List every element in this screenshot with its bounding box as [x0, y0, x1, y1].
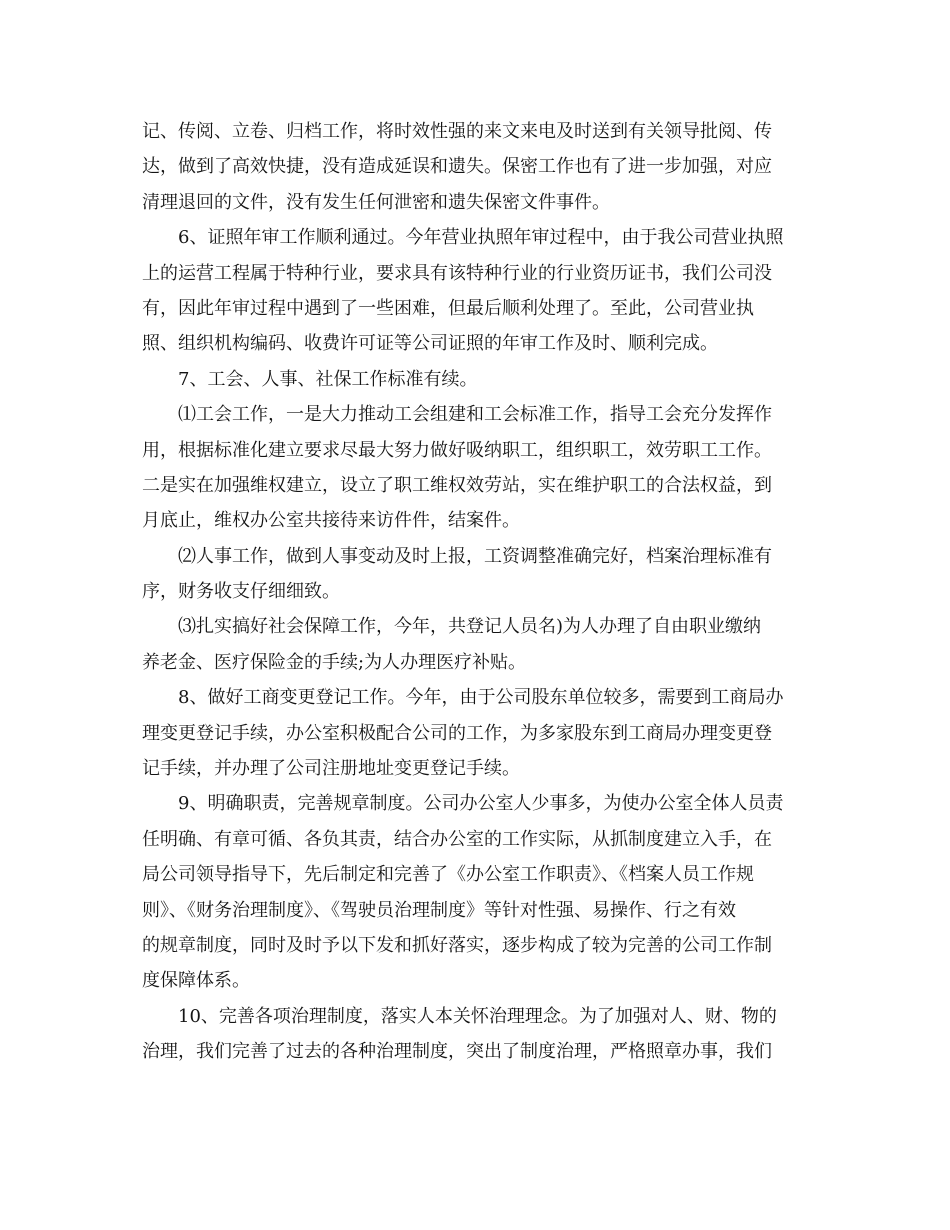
paragraph-first-line: 10、完善各项治理制度，落实人本关怀治理理念。为了加强对人、财、物的 [178, 1005, 777, 1027]
text-line: 度保障体系。 [142, 970, 250, 992]
text-line: 有，因此年审过程中遇到了一些困难，但最后顺利处理了。至此，公司营业执 [142, 297, 754, 319]
text-line: 局公司领导指导下，先后制定和完善了《办公室工作职责》、《档案人员工作规 [142, 864, 754, 886]
paragraph-first-line: ⑶扎实搞好社会保障工作，今年，共登记人员名)为人办理了自由职业缴纳 [178, 616, 762, 638]
paragraph-first-line: ⑵人事工作，做到人事变动及时上报，工资调整准确完好，档案治理标准有 [178, 545, 772, 567]
text-line: 理变更登记手续，办公室积极配合公司的工作，为多家股东到工商局办理变更登 [142, 722, 772, 744]
text-line: 月底止，维权办公室共接待来访件件，结案件。 [142, 510, 520, 532]
paragraph-first-line: 9、明确职责，完善规章制度。公司办公室人少事多，为使办公室全体人员责 [178, 793, 784, 815]
paragraph-first-line: 8、做好工商变更登记工作。今年，由于公司股东单位较多，需要到工商局办 [178, 687, 784, 709]
text-line: 养老金、医疗保险金的手续;为人办理医疗补贴。 [142, 651, 527, 673]
text-line: 达，做到了高效快捷，没有造成延误和遗失。保密工作也有了进一步加强，对应 [142, 156, 772, 178]
text-line: 则》、《财务治理制度》、《驾驶员治理制度》等针对性强、易操作、行之有效 [142, 899, 736, 921]
text-line: 的规章制度，同时及时予以下发和抓好落实，逐步构成了较为完善的公司工作制 [142, 934, 772, 956]
text-line: 治理，我们完善了过去的各种治理制度，突出了制度治理，严格照章办事，我们 [142, 1041, 772, 1063]
text-line: 清理退回的文件，没有发生任何泄密和遗失保密文件事件。 [142, 191, 610, 213]
text-line: 任明确、有章可循、各负其责，结合办公室的工作实际，从抓制度建立入手，在 [142, 828, 772, 850]
paragraph-first-line: 6、证照年审工作顺利通过。今年营业执照年审过程中，由于我公司营业执照 [178, 227, 784, 249]
paragraph-first-line: ⑴工会工作，一是大力推动工会组建和工会标准工作，指导工会充分发挥作 [178, 404, 772, 426]
text-line: 二是实在加强维权建立，设立了职工维权效劳站，实在维护职工的合法权益，到 [142, 474, 772, 496]
text-line: 上的运营工程属于特种行业，要求具有该特种行业的行业资历证书，我们公司没 [142, 262, 772, 284]
text-line: 记手续，并办理了公司注册地址变更登记手续。 [142, 758, 520, 780]
text-line: 序，财务收支仔细细致。 [142, 581, 340, 603]
text-line: 记、传阅、立卷、归档工作，将时效性强的来文来电及时送到有关领导批阅、传 [142, 121, 772, 142]
text-line: 照、组织机构编码、收费许可证等公司证照的年审工作及时、顺利完成。 [142, 333, 718, 355]
text-line: 用，根据标准化建立要求尽最大努力做好吸纳职工，组织职工，效劳职工工作。 [142, 439, 772, 461]
document-body [142, 114, 808, 1070]
paragraph-first-line: 7、工会、人事、社保工作标准有续。 [178, 368, 478, 390]
